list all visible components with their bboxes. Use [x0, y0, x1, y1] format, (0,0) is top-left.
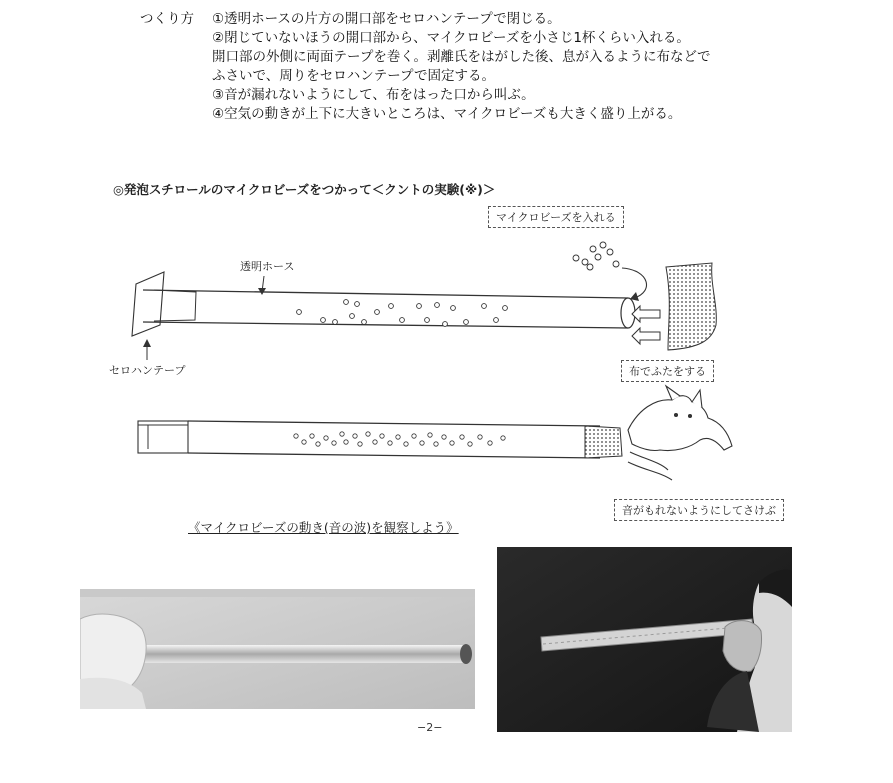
cat-illustration	[628, 386, 732, 480]
label-insert-beads: マイクロビーズを入れる	[488, 206, 624, 228]
procedure-line: 開口部の外側に両面テープを巻く。剥離氏をはがした後、息が入るように布などで	[212, 49, 711, 65]
figure-caption	[188, 518, 459, 536]
procedure-line: ④空気の動きが上下に大きいところは、マイクロビーズも大きく盛り上がる。	[212, 106, 682, 122]
cello-tape-patch	[132, 272, 164, 336]
label-clear-hose: 透明ホース	[240, 260, 295, 273]
cloth-patch	[666, 263, 716, 350]
caption-text: 《マイクロビーズの動き(音の波)を観察しよう》	[188, 520, 459, 535]
label-cover-cloth: 布でふたをする	[621, 360, 714, 382]
procedure-label: つくり方	[140, 11, 194, 27]
photo-person-blowing	[497, 547, 792, 732]
procedure-line: ふさいで、周りをセロハンテープで固定する。	[212, 68, 495, 84]
label-cello-tape: セロハンテープ	[109, 364, 186, 377]
hose-bottom	[138, 421, 622, 458]
figure-title: ◎発泡スチロールのマイクロビーズをつかって＜クントの実験(※)＞	[113, 182, 496, 197]
photo-tube-demo	[80, 589, 475, 709]
beads-falling	[573, 242, 619, 270]
hose-top	[132, 272, 635, 360]
procedure-line: ②閉じていないほうの開口部から、マイクロビーズを小さじ1杯くらい入れる。	[212, 30, 690, 46]
label-shout: 音がもれないようにしてさけぶ	[614, 499, 784, 521]
page-number: −2−	[417, 721, 443, 734]
push-arrows	[632, 306, 660, 344]
beads-bottom	[294, 432, 505, 446]
procedure-line: ①透明ホースの片方の開口部をセロハンテープで閉じる。	[212, 11, 561, 27]
procedure-line: ③音が漏れないようにして、布をはった口から叫ぶ。	[212, 87, 535, 103]
beads-top	[297, 300, 508, 327]
